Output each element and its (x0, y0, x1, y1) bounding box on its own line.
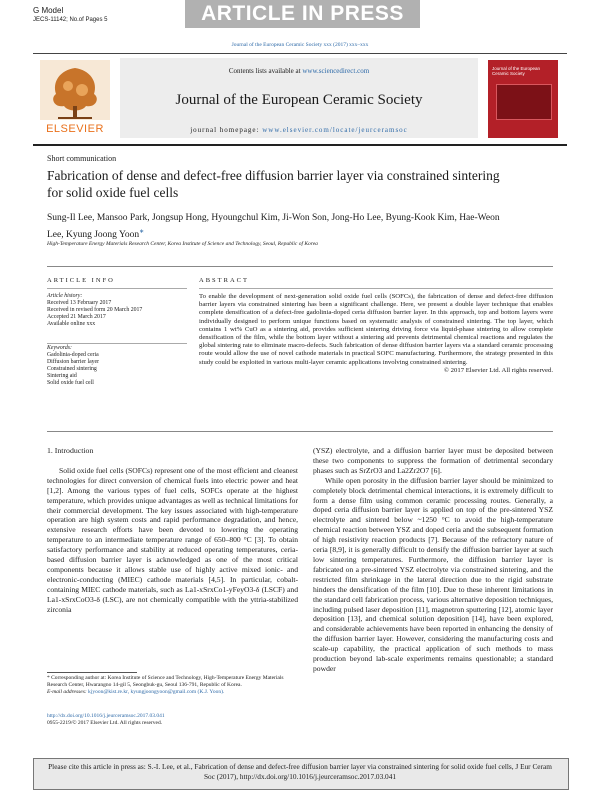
journal-citation-link[interactable]: Journal of the European Ceramic Society xxx (2017) xxx–xxx (231, 42, 369, 48)
intro-paragraph-continued: (YSZ) electrolyte, and a diffusion barrier layer must be deposited between these two components to suppress the formation of detrimental secondary phases such as SrZrO3 and La2Zr2O7 [6]. (313, 446, 553, 475)
contents-prefix: Contents lists available at (228, 67, 303, 75)
keywords (47, 345, 187, 388)
cite-text: Please cite this article in press as: S.-I. Lee, et al., Fabrication of dense and defect-free diffusion barrier layer via constrained sintering for solid oxide fuel cells, J Eur Ceram Soc (2017), http://dx.doi.org/10.1016/j.jeurceramsoc.2017.03.041 (48, 762, 552, 781)
abstract-text: To enable the development of next-generation solid oxide fuel cells (SOFCs), the fabrication of dense and defect-free diffusion barrier layers via constrained sintering has been a significant challenge. Here, we present a double layer technique that enables complete densification of a defect-free gadolinia-doped ceria diffusion barrier layer. In this approach, top and bottom layers were individually designed to perform unique functions based on systematic analysis of constrained sintering. The top layer, which contains 1 wt% CuO as a sintering aid, provides sufficient sintering driving force via liquid-phase sintering to allow complete densification of the film, while the bottom layer without a sintering aid prevents detrimental chemical reactions and regulates the global sintering rate to eliminate macro-defects. Such fabrication of dense diffusion barrier layers via a standard ceramic processing route would allow the use of novel cathode materials in practical SOFC manufacturing. Furthermore, the strategy presented in this study could be exploited in various multi-layer ceramic applications involving constrained sintering. (199, 293, 553, 366)
copyright-line: © 2017 Elsevier Ltd. All rights reserved. (443, 366, 553, 374)
email-line (47, 689, 298, 696)
keyword: Solid oxide fuel cell (47, 380, 94, 387)
homepage-link[interactable]: www.elsevier.com/locate/jeurceramsoc (262, 126, 408, 134)
homepage-prefix: journal homepage: (190, 126, 263, 134)
divider (199, 288, 553, 289)
email-label: E-mail addresses: (47, 689, 89, 695)
article-info-heading: ARTICLE INFO (47, 277, 115, 284)
intro-paragraph-2: While open porosity in the diffusion barrier layer should be minimized to completely block detrimental chemical interactions, it is extremely difficult to form a dense film using common ceramic processing routes. Generally, a doped ceria diffusion barrier layer is applied on top of the pre-sintered YSZ electrolyte and sintered below ~1250 °C to avoid the high-temperature chemical reaction between YSZ and doped ceria and the subsequent formation of high resistivity reaction products [7]. Because of the refractory nature of ceria [8,9], it is generally difficult to densify the diffusion barrier layer at such low sintering temperatures. Furthermore, the diffusion barrier layer is fabricated on a pre-sintered YSZ electrolyte via constrained sintering, and the restricted film shrinkage in the lateral direction due to the rigid substrate hinders the densification of the film [10]. Due to these inherent limitations in the standard cell fabrication process, various alternative deposition techniques, including pulsed laser deposition [11], magnetron sputtering [12], atomic layer deposition [13], and chemical solution deposition [14], have been explored, and considerable achievements have been reported in enhancing the density of the diffusion barrier layer. However, considering the manufacturing costs and scale-up capability, the practical application of such methods to mass production beyond lab-scale experiments remains questionable; a standard powder (313, 475, 553, 673)
article-type: Short communication (47, 154, 117, 163)
divider (33, 53, 567, 54)
keyword: Constrained sintering (47, 366, 97, 373)
cover-title: Journal of the European Ceramic Society (492, 66, 541, 76)
author-list (47, 211, 517, 242)
history-item: Accepted 21 March 2017 (47, 314, 106, 321)
journal-name: Journal of the European Ceramic Society (175, 92, 423, 108)
introduction-heading: 1. Introduction (47, 446, 94, 455)
divider (47, 288, 187, 289)
history-item: Received 13 February 2017 (47, 300, 112, 307)
divider (47, 431, 553, 432)
intro-paragraph-1: Solid oxide fuel cells (SOFCs) represent one of the most efficient and cleanest technologies for direct conversion of chemical fuels into electric power and heat [1,2]. Among the various types of fuel cells, SOFCs operate at the highest temperature, which provides unique advantages as well as technical limitations for their commercial development. The key issues associated with high-temperature operation are high system costs and rapid performance degradation, and hence, extensive research efforts have been devoted to lowering the operating temperature to an intermediate temperature range of 650–800 °C [3]. To obtain satisfactory performance and stability at reduced operating temperatures, ceria-based diffusion barrier layer is acknowledged as one of the most critical components because it allows stable use of highly active mixed ionic- and electronic-conducting (MIEC) cathode materials [4,5]. In particular, cobalt-containing MIEC cathode materials, such as La1-xSrxCo1-yFeyO3-δ (LSCF) and La1-xSrxCoO3-δ (LSC), are not chemically compatible with the yttria-stabilized zirconia (47, 465, 298, 614)
footnote-divider (47, 672, 137, 673)
cover-image (496, 84, 552, 120)
history-item: Received in revised form 20 March 2017 (47, 307, 143, 314)
keywords-label: Keywords: (47, 345, 72, 351)
article-in-press-banner: ARTICLE IN PRESS (185, 0, 420, 28)
history-label: Article history: (47, 293, 83, 299)
divider (33, 144, 567, 146)
corresponding-author-note: * Corresponding author at: Korea Institute of Science and Technology, High-Temperature Energy Materials Research Center, Hwarangno 14-gil 5, Seongbuk-gu, Seoul 136-791, Republic of Korea. (47, 675, 284, 688)
article-history (47, 293, 187, 328)
elsevier-tree-logo[interactable] (40, 60, 110, 132)
email-addresses[interactable]: kjyoon@kist.re.kr, kyungjoongyoon@gmail.com (K.J. Yoon). (88, 689, 225, 695)
doi-block (47, 713, 298, 727)
issn-line: 0955-2219/© 2017 Elsevier Ltd. All rights reserved. (47, 720, 163, 726)
keyword: Diffusion barrier layer (47, 359, 100, 366)
keyword: Sintering aid (47, 373, 77, 380)
abstract-heading: ABSTRACT (199, 277, 249, 284)
divider (47, 343, 187, 344)
g-model-label: G Model (33, 6, 64, 15)
left-column (47, 446, 298, 615)
sciencedirect-link[interactable]: www.sciencedirect.com (302, 67, 370, 75)
abstract-body (199, 293, 553, 375)
affiliation: High-Temperature Energy Materials Research Center, Korea Institute of Science and Technology, Seoul, Republic of Korea (47, 241, 318, 247)
contents-line (120, 67, 478, 75)
corresponding-author-mark[interactable]: ∗ (139, 229, 145, 235)
footnote (47, 675, 298, 696)
authors-text: Sung-Il Lee, Mansoo Park, Jongsup Hong, Hyoungchul Kim, Ji-Won Son, Jong-Ho Lee, Byung-Kook Kim, Hae-Weon Lee, Kyung Joong Yoon (47, 213, 500, 241)
homepage-line (120, 126, 478, 134)
doi-link[interactable]: http://dx.doi.org/10.1016/j.jeurceramsoc.2017.03.041 (47, 713, 165, 719)
divider (47, 266, 553, 267)
history-item: Available online xxx (47, 321, 96, 328)
publisher-name: ELSEVIER (46, 123, 104, 135)
right-column (313, 446, 553, 674)
keyword: Gadolinia-doped ceria (47, 352, 99, 359)
article-title: Fabrication of dense and defect-free diffusion barrier layer via constrained sintering for solid oxide fuel cells (47, 168, 500, 200)
journal-id: JECS-11142; No.of Pages 5 (33, 17, 108, 23)
